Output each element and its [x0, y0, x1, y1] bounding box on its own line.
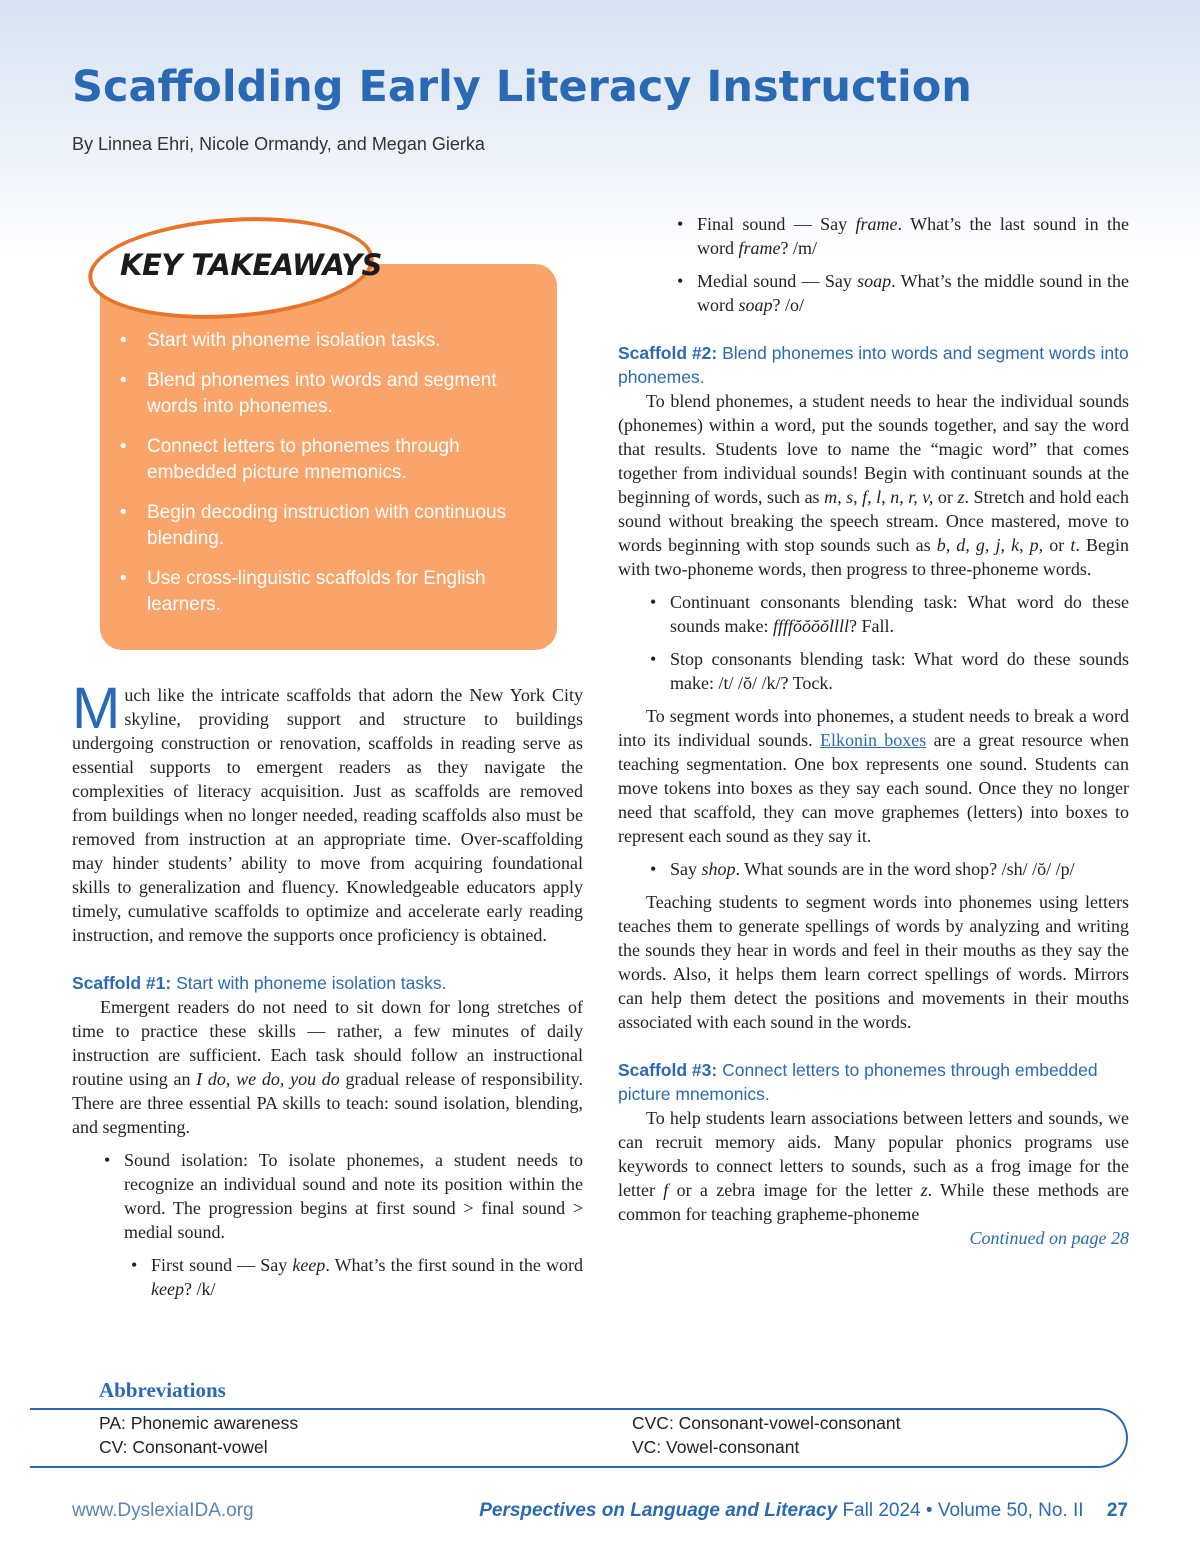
scaffold-1-paragraph: [72, 995, 583, 1139]
sound-isolation-bullet: • Sound isolation: To isolate phonemes, a student needs to recognize an individual sound and note its position within the word. The progression begins at first sound > final sound > medial sound.: [98, 1148, 583, 1244]
scaffold-2-heading: [618, 341, 1129, 389]
page-title: Scaffolding Early Literacy Instruction: [72, 62, 972, 112]
italic-text: keep: [151, 1279, 184, 1299]
continued-note[interactable]: Continued on page 28: [969, 1228, 1129, 1248]
text-span: . What’s the last sound in the word: [697, 214, 1129, 258]
italic-text: f: [663, 1180, 669, 1200]
text-span: or: [1043, 535, 1071, 555]
blending-task-list: [644, 590, 1129, 695]
scaffold-3-paragraph: [618, 1106, 1129, 1226]
abbreviation-item: VC: Vowel-consonant: [632, 1437, 800, 1457]
key-takeaway-item: • Start with phoneme isolation tasks.: [118, 328, 538, 354]
italic-text: keep: [292, 1255, 326, 1275]
abbreviations-heading: Abbreviations: [99, 1378, 226, 1402]
scaffold-2-title: Blend phonemes into words and segment words into phonemes.: [618, 343, 1129, 387]
key-takeaway-item: • Blend phonemes into words and segment words into phonemes.: [118, 368, 538, 420]
continuant-task-bullet: [644, 590, 1129, 638]
italic-text: soap: [738, 295, 773, 315]
drop-cap: M: [72, 676, 121, 741]
intro-paragraph: [72, 676, 583, 947]
scaffold-2-paragraph-3: Teaching students to segment words into phonemes using letters teaches them to generate spellings of words by analyzing and writing the sounds they hear in words and feel in their mouths as they say the words. Also, it helps them learn correct spellings of words. Mirrors can help them detect the positions and movements in their mouths associated with each sound in the words.: [618, 892, 1129, 1032]
italic-text: z: [920, 1180, 928, 1200]
italic-text: t: [1070, 535, 1076, 555]
shop-bullet: [644, 857, 1129, 881]
sound-isolation-list: [98, 1148, 583, 1244]
scaffold-3-heading: [618, 1058, 1129, 1106]
key-takeaway-item: • Connect letters to phonemes through embedded picture mnemonics.: [118, 434, 538, 486]
text-span: ? /m/: [780, 238, 817, 258]
abbreviation-item: CVC: Consonant-vowel-consonant: [632, 1413, 901, 1433]
key-takeaway-item: • Begin decoding instruction with continuous blending.: [118, 500, 538, 552]
italic-text: shop: [701, 859, 736, 879]
sub-bullet-list: [125, 1253, 583, 1301]
scaffold-2-paragraph-1: [618, 389, 1129, 581]
text-span: or: [933, 487, 958, 507]
first-sound-bullet: [125, 1253, 583, 1301]
key-takeaways-heading: KEY TAKEAWAYS: [120, 248, 382, 282]
text-span: . Stretch and hold each sound without breaking the speech stream. Once mastered, move to words beginning with stop sounds such as: [618, 487, 1130, 555]
text-span: First sound — Say: [151, 1255, 293, 1275]
issue-info: Fall 2024 • Volume 50, No. II: [842, 1500, 1084, 1521]
final-sound-bullet: [671, 212, 1129, 260]
text-span: ? /o/: [772, 295, 805, 315]
key-takeaways-list: [118, 328, 538, 632]
abbreviation-item: CV: Consonant-vowel: [99, 1437, 268, 1457]
text-span: To blend phonemes, a student needs to hear the individual sounds (phonemes) within a word, put the sounds together, and say the word that results. Students love to name the “magic word” that comes together from individual sounds! Begin with continuant sounds at the beginning of words, such as: [618, 391, 1129, 507]
abbreviation-item: PA: Phonemic awareness: [99, 1413, 299, 1433]
sub-bullet-list-continued: [671, 212, 1129, 317]
text-span: gradual release of responsibility. There are three essential PA skills to teach: sound isolation, blending, and segmenting.: [72, 1069, 583, 1137]
text-span: To segment words into phonemes, a student needs to break a word into its individual sounds.: [618, 706, 1129, 750]
text-span: Emergent readers do not need to sit down for long stretches of time to practice these skills — rather, a few minutes of daily instruction are sufficient. Each task should follow an instructional routine using an: [72, 997, 583, 1089]
text-span: . What sounds are in the word shop? /sh/ /ŏ/ /p/: [735, 859, 1075, 879]
text-span: Say: [670, 859, 702, 879]
right-column: [618, 212, 1129, 1250]
italic-text: z: [957, 487, 965, 507]
scaffold-2-label: Scaffold #2:: [618, 343, 718, 363]
italic-text: m, s, f, l, n, r, v,: [824, 487, 934, 507]
scaffold-3-title: Connect letters to phonemes through embedded picture mnemonics.: [618, 1060, 1098, 1104]
scaffold-3-label: Scaffold #3:: [618, 1060, 718, 1080]
italic-text: b, d, g, j, k, p,: [936, 535, 1044, 555]
italic-text: ffffŏŏŏŏllll: [773, 616, 850, 636]
journal-name: Perspectives on Language and Literacy: [479, 1500, 838, 1521]
medial-sound-bullet: [671, 269, 1129, 317]
scaffold-1-label: Scaffold #1:: [72, 973, 172, 993]
text-span: are a great resource when teaching segmentation. One box represents one sound. Students can move tokens into boxes as they say each sound. Once they no longer need that scaffold, they can move graphemes (letters) into boxes to represent each sound as they say it.: [618, 730, 1129, 846]
text-span: ? /k/: [183, 1279, 216, 1299]
text-span: Continuant consonants blending task: What word do these sounds make:: [670, 592, 1129, 636]
text-span: . What’s the middle sound in the word: [697, 271, 1130, 315]
key-takeaway-item: • Use cross-linguistic scaffolds for English learners.: [118, 566, 538, 618]
italic-text: I do, we do, you do: [196, 1069, 340, 1089]
footer-citation: [479, 1500, 1128, 1522]
page-number: 27: [1106, 1500, 1128, 1521]
byline: By Linnea Ehri, Nicole Ormandy, and Megan Gierka: [72, 134, 485, 154]
scaffold-1-title: Start with phoneme isolation tasks.: [176, 973, 447, 993]
text-span: or a zebra image for the letter: [668, 1180, 921, 1200]
text-span: Medial sound — Say: [697, 271, 858, 291]
text-span: . What’s the first sound in the word: [325, 1255, 583, 1275]
italic-text: soap: [857, 271, 892, 291]
italic-text: frame: [855, 214, 898, 234]
text-span: To help students learn associations between letters and sounds, we can recruit memory aids. Many popular phonics programs use keywords to connect letters to sounds, such as a frog image for the letter: [618, 1108, 1129, 1200]
italic-text: frame: [738, 238, 781, 258]
elkonin-boxes-link[interactable]: Elkonin boxes: [819, 730, 927, 750]
website-link[interactable]: www.DyslexiaIDA.org: [72, 1500, 254, 1521]
intro-text: uch like the intricate scaffolds that adorn the New York City skyline, providing support and structure to buildings undergoing construction or renovation, scaffolds in reading serve as essential supports to emergent readers as they navigate the complexities of literacy acquisition. Just as scaffolds are removed from buildings when no longer needed, reading scaffolds also must be removed from instruction at an appropriate time. Over-scaffolding may hinder students’ ability to move from acquiring foundational skills to generalization and fluency. Knowledgeable educators apply timely, cumulative scaffolds to optimize and accelerate early reading instruction, and remove the supports once proficiency is obtained.: [72, 685, 583, 945]
text-span: . Begin with two-phoneme words, then progress to three-phoneme words.: [618, 535, 1130, 579]
stop-task-bullet: • Stop consonants blending task: What word do these sounds make: /t/ /ŏ/ /k/? Tock.: [644, 647, 1129, 695]
scaffold-1-heading: [72, 971, 583, 995]
text-span: . While these methods are common for teaching grapheme-phoneme: [618, 1180, 1130, 1224]
text-span: Final sound — Say: [697, 214, 856, 234]
text-span: ? Fall.: [849, 616, 895, 636]
left-column: [72, 676, 583, 1301]
segment-task-list: [644, 857, 1129, 881]
scaffold-2-paragraph-2: [618, 704, 1129, 848]
